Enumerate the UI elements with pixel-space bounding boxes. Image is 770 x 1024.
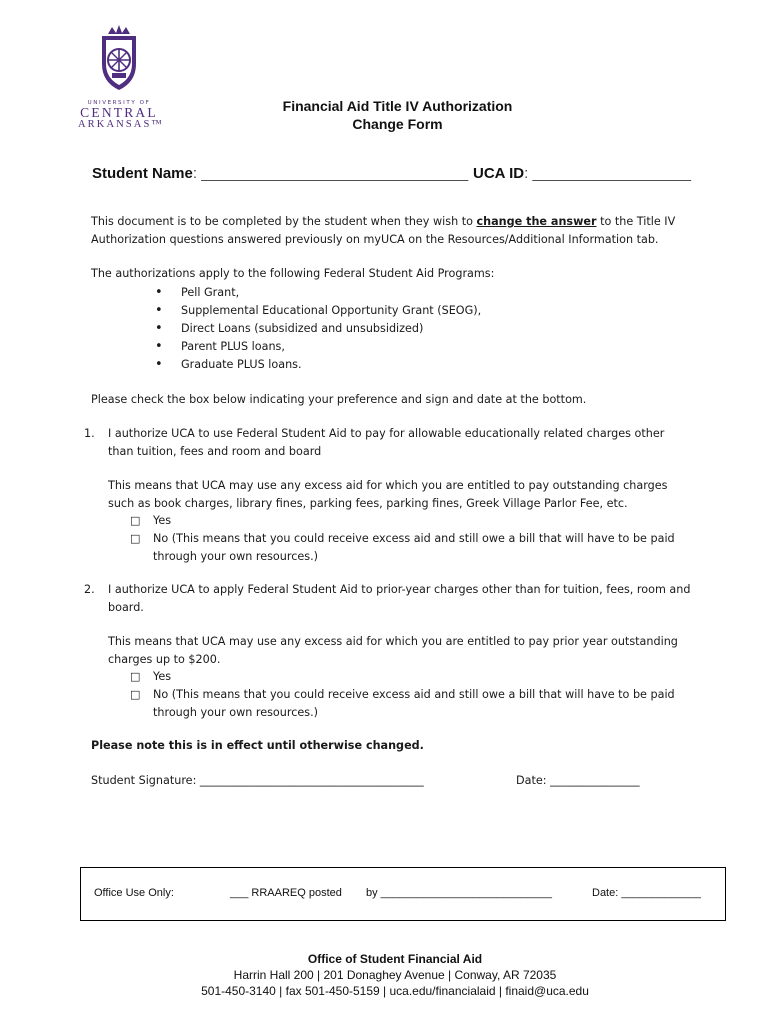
program-text: Supplemental Educational Opportunity Grant (SEOG), xyxy=(181,304,482,318)
program-text: Pell Grant, xyxy=(181,286,240,300)
uca-crest-icon xyxy=(94,24,144,94)
office-use-box xyxy=(80,867,726,921)
list-item xyxy=(155,284,481,302)
bullet-icon: • xyxy=(155,339,163,355)
program-text: Graduate PLUS loans. xyxy=(181,358,302,372)
uca-id-sep: : xyxy=(524,165,533,182)
footer-office: Office of Student Financial Aid xyxy=(307,952,483,966)
option-label: Yes xyxy=(153,670,172,683)
question-2-number: 2. xyxy=(84,583,95,596)
list-item xyxy=(155,320,481,338)
form-title-line1: Financial Aid Title IV Authorization xyxy=(282,98,513,114)
question-2-no-option[interactable] xyxy=(130,686,693,721)
uca-logo xyxy=(78,24,164,131)
office-date: Date: _____________ xyxy=(592,887,701,899)
checkbox-icon[interactable]: □ xyxy=(130,688,141,701)
logo-university-of: UNIVERSITY OF xyxy=(87,100,151,106)
student-name-blank[interactable]: ________________________________ xyxy=(201,165,469,182)
uca-id-label: UCA ID xyxy=(473,165,525,182)
student-name-sep: : xyxy=(192,165,202,182)
list-item xyxy=(155,338,481,356)
uca-id-blank[interactable]: ___________________ xyxy=(532,165,691,182)
question-1-yes-option[interactable] xyxy=(130,512,693,530)
office-use-label: Office Use Only: xyxy=(94,887,174,899)
signature-field[interactable] xyxy=(91,772,511,790)
question-1-no-option[interactable] xyxy=(130,530,693,565)
program-text: Parent PLUS loans, xyxy=(181,340,285,354)
programs-list xyxy=(155,284,481,374)
question-2-text: I authorize UCA to apply Federal Student Aid to prior-year charges other than for tuition, fees, room and board. xyxy=(108,583,691,614)
uca-id-field[interactable] xyxy=(473,165,691,182)
intro-emphasis: change the answer xyxy=(476,215,597,228)
intro-paragraph xyxy=(91,213,691,248)
logo-central: CENTRAL xyxy=(80,105,158,120)
office-by: by ____________________________ xyxy=(366,887,552,899)
date-field[interactable] xyxy=(516,772,640,790)
question-1-number: 1. xyxy=(84,427,95,440)
bullet-icon: • xyxy=(155,357,163,373)
footer-contact: 501-450-3140 | fax 501-450-5159 | uca.edu/financialaid | finaid@uca.edu xyxy=(201,984,589,998)
bullet-icon: • xyxy=(155,303,163,319)
option-label: Yes xyxy=(153,514,172,527)
intro-text-1: This document is to be completed by the student when they wish to xyxy=(91,215,477,228)
form-title-line2: Change Form xyxy=(352,116,443,132)
option-label: No (This means that you could receive excess aid and still owe a bill that will have to be paid through your own resources.) xyxy=(153,688,675,719)
option-label: No (This means that you could receive excess aid and still owe a bill that will have to be paid through your own resources.) xyxy=(153,532,675,563)
date-blank[interactable]: ________________ xyxy=(550,774,640,787)
signature-label: Student Signature: xyxy=(91,774,200,787)
question-2-explanation: This means that UCA may use any excess aid for which you are entitled to pay prior year outstanding charges up to $200. xyxy=(108,635,678,666)
intro-text-2: to the Title IV Authorization questions answered previously on myUCA on the Resources/Additional Information tab. xyxy=(91,215,676,246)
programs-intro: The authorizations apply to the following Federal Student Aid Programs: xyxy=(91,267,495,280)
question-2-yes-option[interactable] xyxy=(130,668,693,686)
checkbox-icon[interactable]: □ xyxy=(130,532,141,545)
list-item xyxy=(155,302,481,320)
program-text: Direct Loans (subsidized and unsubsidized) xyxy=(181,322,424,336)
checkbox-icon[interactable]: □ xyxy=(130,514,141,527)
instruction-text: Please check the box below indicating your preference and sign and date at the bottom. xyxy=(91,393,587,406)
list-item xyxy=(155,356,481,374)
logo-arkansas: ARKANSAS™ xyxy=(78,119,164,130)
question-1-explanation: This means that UCA may use any excess aid for which you are entitled to pay outstanding charges such as book charges, library fines, parking fees, parking fines, Greek Village Parlor Fee, etc. xyxy=(108,479,668,510)
signature-blank[interactable]: ________________________________________ xyxy=(199,774,424,787)
form-title xyxy=(200,97,595,133)
footer xyxy=(150,951,640,999)
student-name-label: Student Name xyxy=(92,165,193,182)
bullet-icon: • xyxy=(155,285,163,301)
question-1-text: I authorize UCA to use Federal Student Aid to pay for allowable educationally related charges other than tuition, fees and room and board xyxy=(108,427,665,458)
bullet-icon: • xyxy=(155,321,163,337)
effect-note: Please note this is in effect until otherwise changed. xyxy=(91,739,424,752)
rraareq-posted: ___ RRAAREQ posted xyxy=(230,887,342,899)
footer-address: Harrin Hall 200 | 201 Donaghey Avenue | Conway, AR 72035 xyxy=(233,968,557,982)
student-name-field[interactable] xyxy=(92,165,468,182)
date-label: Date: xyxy=(516,774,551,787)
checkbox-icon[interactable]: □ xyxy=(130,670,141,683)
